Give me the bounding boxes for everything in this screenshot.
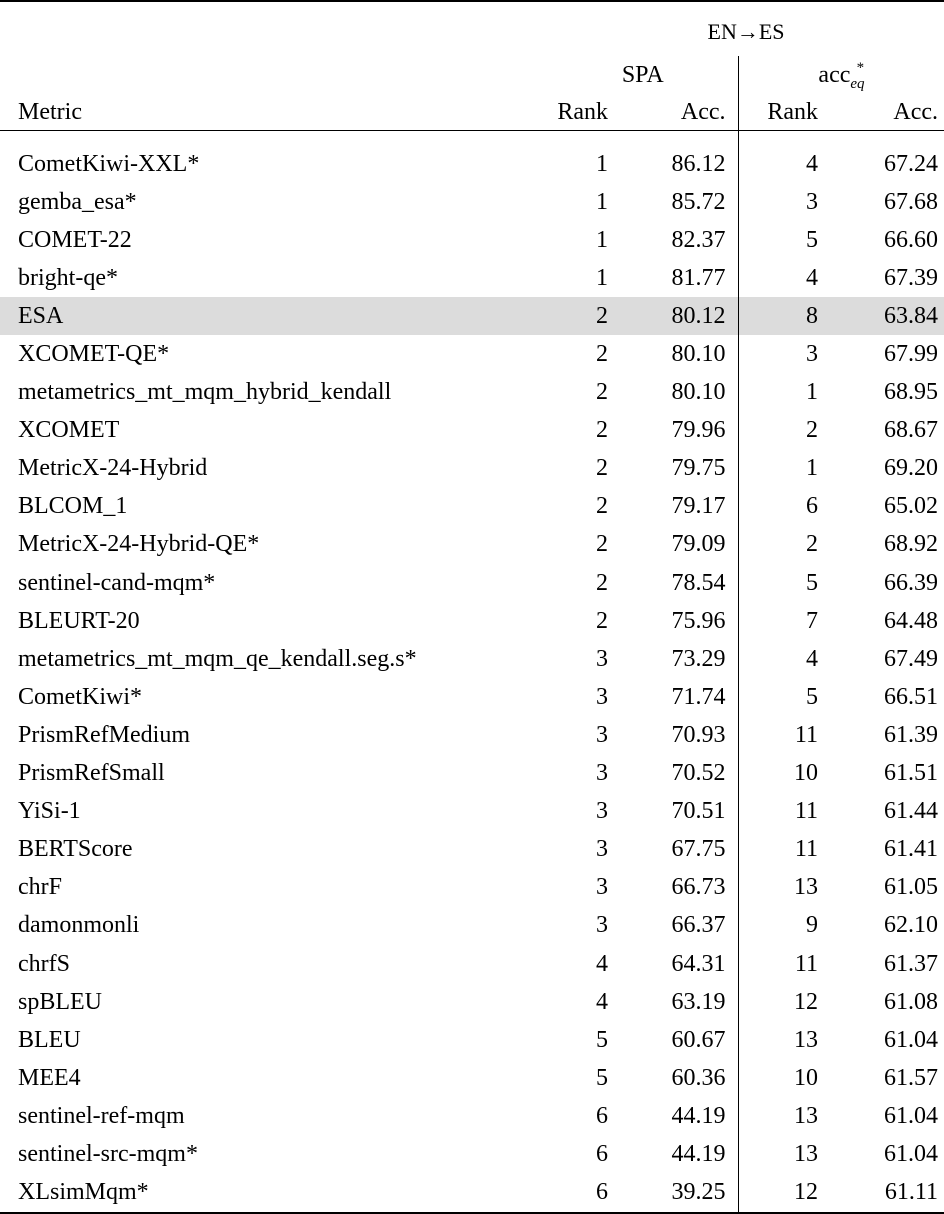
spa-accuracy: 79.96: [628, 412, 738, 450]
spa-rank: 6: [596, 1102, 608, 1129]
metric-name: ESA: [0, 297, 548, 335]
spa-rank: 4: [596, 950, 608, 977]
acc-eq-rank: 1: [806, 379, 818, 406]
spa-accuracy: 73.29: [628, 640, 738, 678]
metric-name: metametrics_mt_mqm_qe_kendall.seg.s*: [18, 645, 417, 672]
table-row: [0, 412, 944, 450]
table-row: [0, 1097, 944, 1135]
acc-eq-rank: 10: [794, 760, 818, 787]
metric-name: chrfS: [18, 950, 70, 977]
acc-eq-rank: 8: [738, 297, 838, 335]
table-row: [0, 297, 944, 335]
metric-name: CometKiwi-XXL*: [18, 150, 200, 177]
metric-name: MetricX-24-Hybrid-QE*: [18, 531, 260, 558]
metric-name: metametrics_mt_mqm_hybrid_kendall: [18, 379, 392, 406]
acc-eq-rank: 7: [806, 607, 818, 634]
spa-accuracy: 81.77: [628, 259, 738, 297]
spa-rank: 3: [596, 874, 608, 901]
acc-eq-accuracy: 61.05: [884, 874, 938, 901]
acc-eq-accuracy: 66.39: [884, 569, 938, 596]
metric-name: BLCOM_1: [18, 493, 128, 520]
acc-eq-accuracy: 67.49: [884, 645, 938, 672]
acc-eq-rank: 9: [806, 912, 818, 939]
acc-eq-superscript: *: [856, 59, 865, 76]
metric-name: BLEU: [18, 1026, 81, 1053]
spa-rank: 3: [596, 760, 608, 787]
acc-eq-accuracy: 61.04: [884, 1026, 938, 1053]
acc-eq-accuracy: 67.68: [884, 188, 938, 215]
spa-accuracy: 71.74: [628, 678, 738, 716]
acc-eq-subscript: eq: [850, 75, 865, 92]
spa-acc-column-header: Acc.: [628, 94, 738, 131]
spa-rank: 2: [596, 379, 608, 406]
spa-rank-column-header: Rank: [557, 98, 608, 125]
acc-eq-accuracy: 63.84: [838, 297, 944, 335]
acc-eq-rank: 12: [794, 988, 818, 1015]
spa-accuracy: 60.67: [628, 1021, 738, 1059]
table-row: [0, 564, 944, 602]
metric-name: YiSi-1: [18, 798, 81, 825]
acc-eq-accuracy: 65.02: [884, 493, 938, 520]
table-row: [0, 755, 944, 793]
acc-eq-rank: 13: [794, 1102, 818, 1129]
acc-eq-rank: 3: [806, 341, 818, 368]
spa-rank: 2: [596, 531, 608, 558]
acc-eq-rank: 4: [806, 150, 818, 177]
table-header: [0, 1, 944, 145]
spa-accuracy: 63.19: [628, 983, 738, 1021]
spa-accuracy: 75.96: [628, 602, 738, 640]
table-row: [0, 602, 944, 640]
spa-rank: 2: [596, 341, 608, 368]
table-row: [0, 1021, 944, 1059]
table-row: [0, 869, 944, 907]
metric-name: XCOMET-QE*: [18, 341, 170, 368]
spa-accuracy: 66.37: [628, 907, 738, 945]
acc-eq-rank: 13: [794, 874, 818, 901]
spa-accuracy: 80.12: [628, 297, 738, 335]
spa-rank: 3: [596, 645, 608, 672]
acc-eq-rank: 6: [806, 493, 818, 520]
acc-eq-accuracy: 61.41: [884, 836, 938, 863]
table-row: [0, 983, 944, 1021]
spa-rank: 2: [596, 569, 608, 596]
spa-rank: 1: [596, 188, 608, 215]
table-row: [0, 831, 944, 869]
table-row: [0, 526, 944, 564]
spa-accuracy: 66.73: [628, 869, 738, 907]
metric-name: PrismRefMedium: [18, 721, 190, 748]
acc-eq-rank: 11: [794, 798, 818, 825]
metric-name: sentinel-ref-mqm: [18, 1102, 185, 1129]
acc-eq-rank: 2: [806, 531, 818, 558]
table-row: [0, 374, 944, 412]
spa-accuracy: 70.93: [628, 716, 738, 754]
spa-rank: 3: [596, 836, 608, 863]
language-pair-header: EN→ES: [707, 19, 785, 44]
table-row: [0, 793, 944, 831]
acc-eq-rank: 2: [806, 417, 818, 444]
metric-name: gemba_esa*: [18, 188, 137, 215]
acc-eq-base: acc: [818, 61, 851, 88]
spa-accuracy: 44.19: [628, 1097, 738, 1135]
spa-rank: 2: [596, 493, 608, 520]
acc-eq-rank: 5: [806, 683, 818, 710]
spa-rank: 5: [596, 1026, 608, 1053]
table-row: [0, 259, 944, 297]
acc-eq-rank: 3: [806, 188, 818, 215]
acc-eq-rank: 1: [806, 455, 818, 482]
table-row: [0, 640, 944, 678]
table-row: [0, 907, 944, 945]
spa-rank: 1: [596, 150, 608, 177]
spa-accuracy: 79.75: [628, 450, 738, 488]
spa-rank: 2: [596, 417, 608, 444]
table-row: [0, 221, 944, 259]
spa-rank: 3: [596, 683, 608, 710]
metric-name: BERTScore: [18, 836, 133, 863]
table-row: [0, 335, 944, 373]
acc-eq-accuracy: 61.57: [884, 1064, 938, 1091]
acc-eq-acc-column-header: Acc.: [893, 98, 938, 125]
metric-name: chrF: [18, 874, 62, 901]
table-row: [0, 1174, 944, 1213]
acc-eq-accuracy: 61.04: [884, 1140, 938, 1167]
spa-group-header: SPA: [548, 56, 738, 94]
spa-rank: 2: [596, 455, 608, 482]
acc-eq-rank: 13: [794, 1026, 818, 1053]
spa-rank: 2: [548, 297, 628, 335]
acc-eq-accuracy: 62.10: [884, 912, 938, 939]
acc-eq-rank: 5: [806, 569, 818, 596]
acc-eq-accuracy: 66.51: [884, 683, 938, 710]
metric-name: CometKiwi*: [18, 683, 142, 710]
metric-name: PrismRefSmall: [18, 760, 165, 787]
table-row: [0, 1059, 944, 1097]
spa-accuracy: 79.09: [628, 526, 738, 564]
acc-eq-rank: 12: [794, 1179, 818, 1206]
acc-eq-rank: 13: [794, 1140, 818, 1167]
spa-accuracy: 86.12: [628, 145, 738, 183]
acc-eq-accuracy: 61.51: [884, 760, 938, 787]
spa-rank: 3: [596, 798, 608, 825]
acc-eq-rank: 11: [794, 721, 818, 748]
acc-eq-accuracy: 67.24: [884, 150, 938, 177]
spa-accuracy: 80.10: [628, 335, 738, 373]
spa-accuracy: 80.10: [628, 374, 738, 412]
acc-eq-accuracy: 61.04: [884, 1102, 938, 1129]
acc-eq-accuracy: 61.08: [884, 988, 938, 1015]
metric-name: MEE4: [18, 1064, 81, 1091]
metric-name: bright-qe*: [18, 264, 118, 291]
metric-name: BLEURT-20: [18, 607, 140, 634]
spa-rank: 6: [596, 1179, 608, 1206]
spa-rank: 3: [596, 912, 608, 939]
spa-accuracy: 70.52: [628, 755, 738, 793]
table-row: [0, 488, 944, 526]
spa-rank: 1: [596, 264, 608, 291]
spa-accuracy: 79.17: [628, 488, 738, 526]
acc-eq-accuracy: 67.39: [884, 264, 938, 291]
spa-rank: 4: [596, 988, 608, 1015]
acc-eq-accuracy: 68.92: [884, 531, 938, 558]
metric-name: sentinel-src-mqm*: [18, 1140, 198, 1167]
acc-eq-accuracy: 61.44: [884, 798, 938, 825]
acc-eq-rank: 10: [794, 1064, 818, 1091]
acc-eq-rank: 4: [806, 264, 818, 291]
acc-eq-rank: 5: [806, 226, 818, 253]
acc-eq-rank: 11: [794, 950, 818, 977]
table-row: [0, 678, 944, 716]
metric-name: damonmonli: [18, 912, 140, 939]
metric-name: XLsimMqm*: [18, 1179, 149, 1206]
acc-eq-accuracy: 69.20: [884, 455, 938, 482]
spa-rank: 1: [596, 226, 608, 253]
acc-eq-accuracy: 66.60: [884, 226, 938, 253]
table-body: [0, 145, 944, 1213]
table-row: [0, 450, 944, 488]
metric-name: MetricX-24-Hybrid: [18, 455, 208, 482]
spa-accuracy: 64.31: [628, 945, 738, 983]
table-row: [0, 945, 944, 983]
spa-accuracy: 39.25: [628, 1174, 738, 1213]
metric-name: XCOMET: [18, 417, 120, 444]
acc-eq-accuracy: 64.48: [884, 607, 938, 634]
acc-eq-accuracy: 61.37: [884, 950, 938, 977]
spa-accuracy: 82.37: [628, 221, 738, 259]
bottom-rule: [0, 1213, 944, 1214]
acc-eq-accuracy: 68.67: [884, 417, 938, 444]
spa-accuracy: 60.36: [628, 1059, 738, 1097]
metric-name: COMET-22: [18, 226, 132, 253]
spa-accuracy: 85.72: [628, 183, 738, 221]
acc-eq-rank: 4: [806, 645, 818, 672]
spa-accuracy: 67.75: [628, 831, 738, 869]
acc-eq-accuracy: 61.11: [884, 1179, 938, 1206]
table-row: [0, 716, 944, 754]
table-row: [0, 145, 944, 183]
spa-accuracy: 70.51: [628, 793, 738, 831]
acc-eq-rank: 11: [794, 836, 818, 863]
spa-rank: 5: [596, 1064, 608, 1091]
spa-rank: 2: [596, 607, 608, 634]
spa-rank: 3: [596, 721, 608, 748]
table-row: [0, 1135, 944, 1173]
spa-accuracy: 78.54: [628, 564, 738, 602]
acc-eq-accuracy: 61.39: [884, 721, 938, 748]
table-row: [0, 183, 944, 221]
metric-name: spBLEU: [18, 988, 102, 1015]
acc-eq-accuracy: 67.99: [884, 341, 938, 368]
acc-eq-rank-column-header: Rank: [767, 98, 818, 125]
spa-rank: 6: [596, 1140, 608, 1167]
spa-accuracy: 44.19: [628, 1135, 738, 1173]
acc-eq-accuracy: 68.95: [884, 379, 938, 406]
metric-column-header: Metric: [18, 98, 82, 125]
acc-eq-group-header: [738, 56, 944, 94]
metric-name: sentinel-cand-mqm*: [18, 569, 216, 596]
